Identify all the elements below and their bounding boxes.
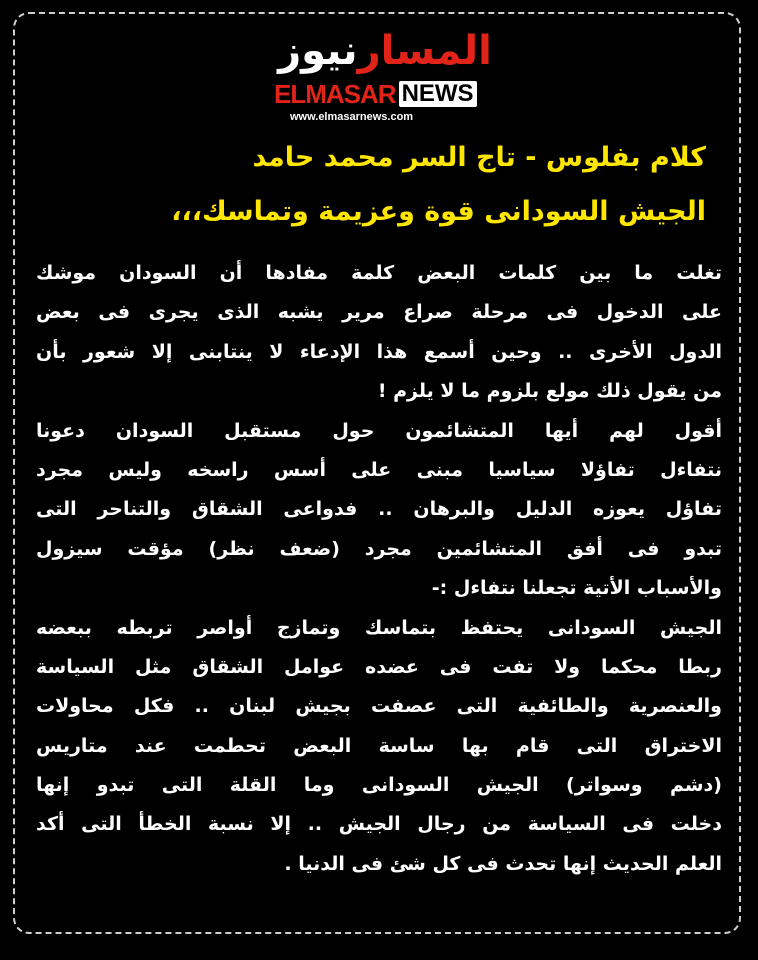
body-line: والأسباب الأتية تجعلنا نتفاءل :- <box>431 577 722 600</box>
body-line: دخلت فى السياسة من رجال الجيش .. إلا نسبة الخطأ التى أكد <box>36 813 722 836</box>
body-line: العلم الحديث إنها تحدث فى كل شئ فى الدنيا . <box>284 852 722 875</box>
body-line: ربطا محكما ولا تفت فى عضده عوامل الشقاق مثل السياسة <box>36 655 722 678</box>
body-line: نتفاءل تفاؤلا سياسيا مبنى على أسس راسخه وليس مجرد <box>36 458 722 481</box>
logo-arabic-red: المسار <box>357 28 492 74</box>
article-body <box>36 254 722 884</box>
logo-latin-wordmark <box>274 80 477 108</box>
logo-latin-elmasar: ELMASAR <box>274 79 396 109</box>
body-line: تبدو فى أفق المتشائمين مجرد (ضعف نظر) مؤقت سيزول <box>36 537 722 560</box>
body-line: الدول الأخرى .. وحين أسمع هذا الإدعاء لا ينتابنى إلا شعور بأن <box>36 340 722 363</box>
body-line: الجيش السودانى يحتفظ بتماسك وتمازج أواصر تربطه ببعضه <box>36 616 722 639</box>
body-line: الاختراق التى قام بها ساسة البعض تحطمت عند متاريس <box>36 734 722 757</box>
body-line: تغلت ما بين كلمات البعض كلمة مفادها أن السودان موشك <box>36 262 722 284</box>
body-line: والعنصرية والطائفية التى عصفت بجيش لبنان .. فكل محاولات <box>36 695 722 718</box>
logo-latin-news: NEWS <box>399 81 477 107</box>
elmasar-news-logo <box>250 22 520 132</box>
logo-arabic-wordmark <box>250 26 520 76</box>
logo-url: www.elmasarnews.com <box>290 111 414 123</box>
body-line: (دشم وسواتر) الجيش السودانى وما القلة التى تبدو إنها <box>36 774 722 797</box>
article-title: كلام بفلوس - تاج السر محمد حامد <box>252 142 706 173</box>
body-line: على الدخول فى مرحلة صراع مرير يشبه الذى يجرى فى بعض <box>36 301 722 324</box>
logo-arabic-white: نيوز <box>278 28 358 74</box>
article-subtitle: الجيش السودانى قوة وعزيمة وتماسك،،، <box>171 196 706 227</box>
body-line: من يقول ذلك مولع بلزوم ما لا يلزم ! <box>377 380 722 403</box>
body-line: تفاؤل يعوزه الدليل والبرهان .. فدواعى الشقاق والتناحر التى <box>36 498 722 521</box>
body-line: أقول لهم أيها المتشائمون حول مستقبل السودان دعونا <box>36 419 722 442</box>
